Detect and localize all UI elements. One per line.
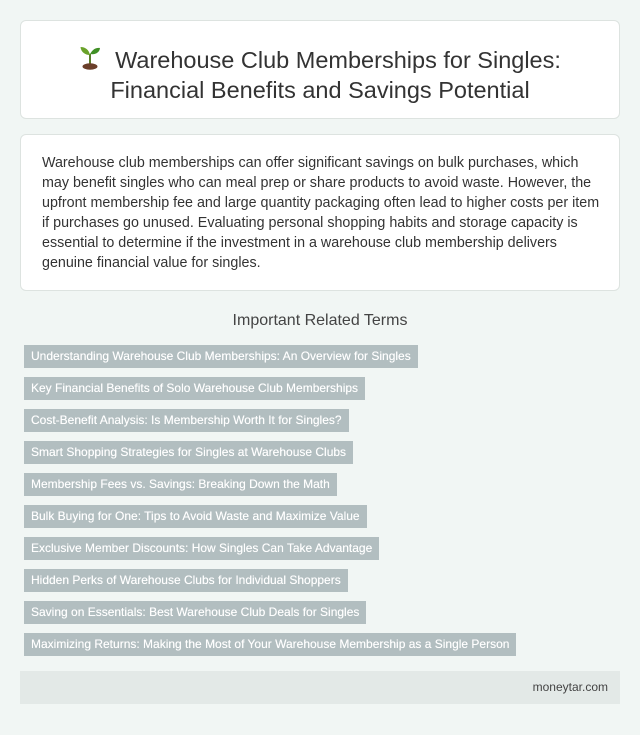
list-item — [24, 505, 516, 537]
list-item — [24, 441, 516, 473]
list-item — [24, 601, 516, 633]
list-item — [24, 345, 516, 377]
term-tag-link[interactable]: Bulk Buying for One: Tips to Avoid Waste and Maximize Value — [24, 505, 367, 528]
term-tag-link[interactable]: Cost-Benefit Analysis: Is Membership Worth It for Singles? — [24, 409, 349, 432]
term-tag-link[interactable]: Membership Fees vs. Savings: Breaking Down the Math — [24, 473, 337, 496]
list-item — [24, 473, 516, 505]
list-item — [24, 537, 516, 569]
footer-site-link[interactable]: moneytar.com — [532, 680, 608, 694]
sprout-icon — [79, 44, 101, 70]
term-tag-link[interactable]: Maximizing Returns: Making the Most of Your Warehouse Membership as a Single Person — [24, 633, 516, 656]
title-line-2: Financial Benefits and Savings Potential — [110, 77, 530, 103]
term-tag-link[interactable]: Exclusive Member Discounts: How Singles Can Take Advantage — [24, 537, 379, 560]
term-tag-link[interactable]: Understanding Warehouse Club Memberships: An Overview for Singles — [24, 345, 418, 368]
related-terms-heading: Important Related Terms — [232, 312, 408, 329]
title-line-1-text: Warehouse Club Memberships for Singles: — [115, 47, 561, 73]
term-tag-link[interactable]: Saving on Essentials: Best Warehouse Club Deals for Singles — [24, 601, 366, 624]
list-item — [24, 633, 516, 665]
page-title — [21, 44, 619, 105]
term-tag-link[interactable]: Hidden Perks of Warehouse Clubs for Individual Shoppers — [24, 569, 348, 592]
footer-bar — [20, 671, 620, 704]
list-item — [24, 377, 516, 409]
title-line-1 — [21, 44, 619, 75]
list-item — [24, 409, 516, 441]
intro-card — [20, 134, 620, 291]
intro-paragraph: Warehouse club memberships can offer significant savings on bulk purchases, which may benefit singles who can meal prep or share products to avoid waste. However, the upfront membership fee and large quantity packaging often lead to higher costs per item if purchases go unused. Evaluating personal shopping habits and storage capacity is essential to determine if the investment in a warehouse club membership delivers genuine financial value for singles. — [42, 155, 600, 271]
term-tag-link[interactable]: Smart Shopping Strategies for Singles at Warehouse Clubs — [24, 441, 353, 464]
title-card — [20, 20, 620, 119]
list-item — [24, 569, 516, 601]
related-terms-list — [24, 345, 516, 665]
term-tag-link[interactable]: Key Financial Benefits of Solo Warehouse Club Memberships — [24, 377, 365, 400]
